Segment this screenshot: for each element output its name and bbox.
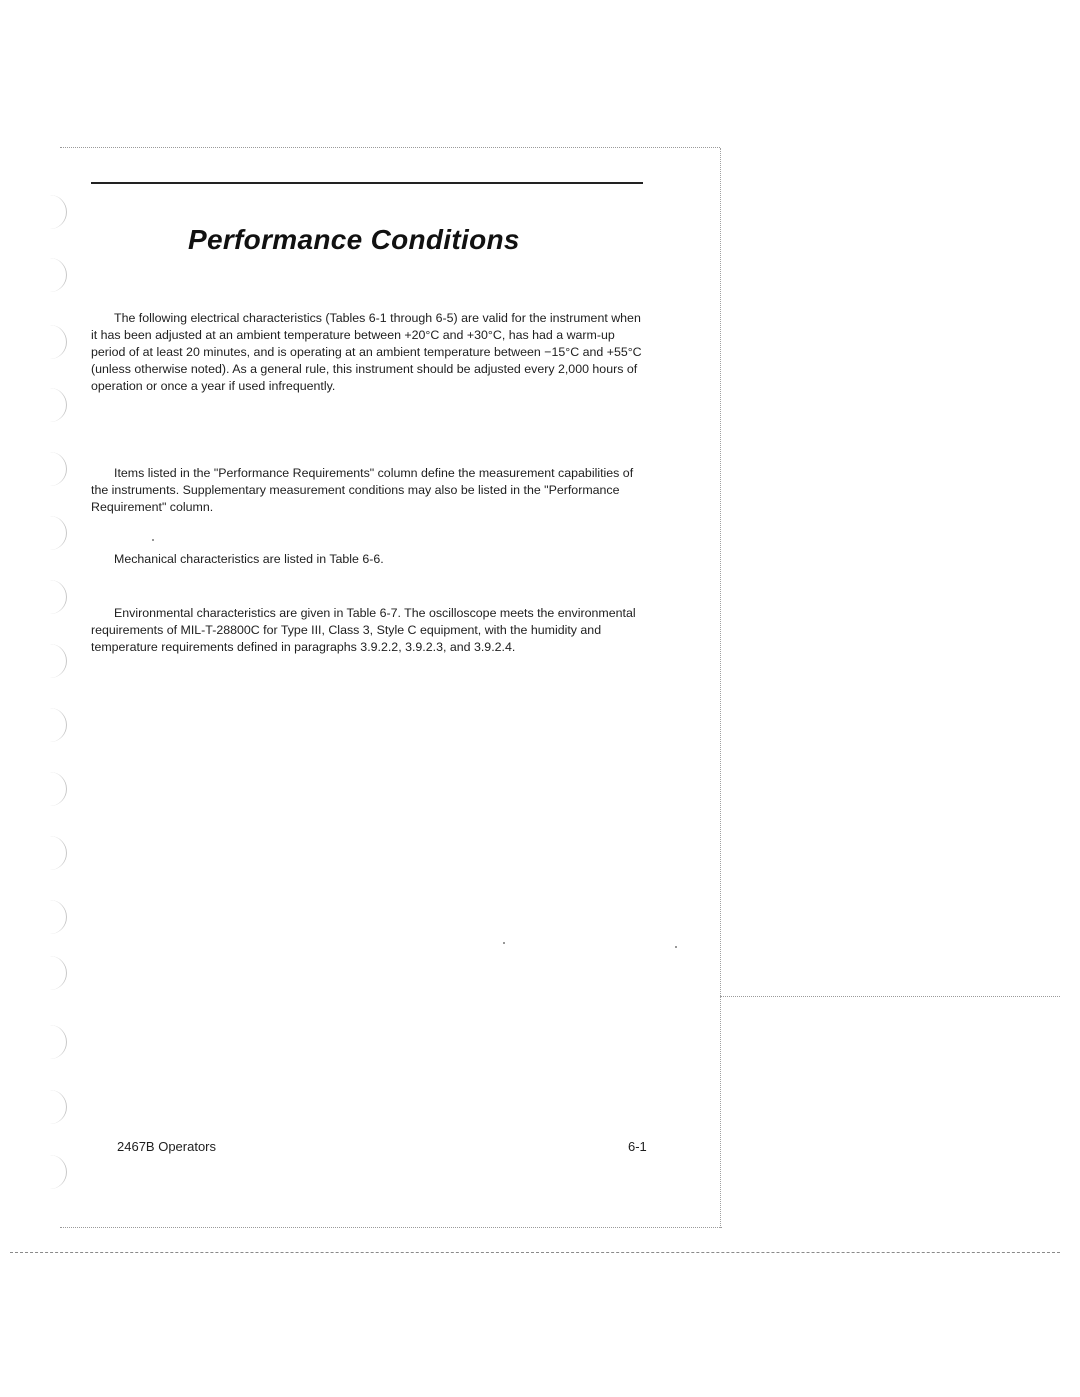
scan-edge-right bbox=[720, 148, 721, 1228]
paragraph-performance-requirements: Items listed in the "Performance Requirements" column define the measurement capabilities of the instruments. Supplementary measurement conditions may also be listed in the "Performance Requirement" column. bbox=[91, 466, 634, 514]
punch-hole-12 bbox=[50, 900, 67, 934]
paragraph-mechanical-characteristics: Mechanical characteristics are listed in Table 6-6. bbox=[114, 552, 384, 566]
footer-page-number: 6-1 bbox=[628, 1139, 647, 1154]
punch-hole-7 bbox=[50, 580, 67, 614]
punch-hole-4 bbox=[50, 388, 67, 422]
scan-speck bbox=[152, 539, 154, 541]
punch-hole-8 bbox=[50, 644, 67, 678]
punch-hole-10 bbox=[50, 772, 67, 806]
scan-speck bbox=[503, 942, 505, 944]
paragraph-environmental-characteristics: Environmental characteristics are given in Table 6-7. The oscilloscope meets the environmental requirements of MIL-T-28800C for Type III, Class 3, Style C equipment, with the humidity and temperature requirements defined in paragraphs 3.9.2.2, 3.9.2.3, and 3.9.2.4. bbox=[91, 606, 636, 654]
page-title: Performance Conditions bbox=[188, 224, 520, 255]
scan-edge-bottom bbox=[60, 1227, 722, 1228]
punch-hole-11 bbox=[50, 836, 67, 870]
scan-edge-bottom-outer bbox=[10, 1252, 1060, 1253]
scan-speck bbox=[675, 946, 677, 948]
footer-manual-name: 2467B Operators bbox=[117, 1139, 217, 1154]
scan-edge-top bbox=[60, 147, 720, 148]
punch-hole-2 bbox=[50, 258, 67, 292]
punch-hole-3 bbox=[50, 325, 67, 359]
punch-hole-13 bbox=[50, 956, 67, 990]
punch-hole-1 bbox=[50, 195, 67, 229]
punch-hole-6 bbox=[50, 516, 67, 550]
punch-hole-15 bbox=[50, 1090, 67, 1124]
punch-hole-9 bbox=[50, 708, 67, 742]
punch-hole-14 bbox=[50, 1025, 67, 1059]
punch-hole-5 bbox=[50, 452, 67, 486]
punch-hole-16 bbox=[50, 1155, 67, 1189]
paragraph-electrical-characteristics: The following electrical characteristics (Tables 6-1 through 6-5) are valid for the instrument when it has been adjusted at an ambient temperature between +20°C and +30°C, has had a warm-up period of at least 20 minutes, and is operating at an ambient temperature between −15°C and +55°C (unless otherwise noted). As a general rule, this instrument should be adjusted every 2,000 hours of operation or once a year if used infrequently. bbox=[91, 311, 642, 393]
header-rule bbox=[91, 182, 643, 184]
scan-edge-mid bbox=[720, 996, 1060, 997]
